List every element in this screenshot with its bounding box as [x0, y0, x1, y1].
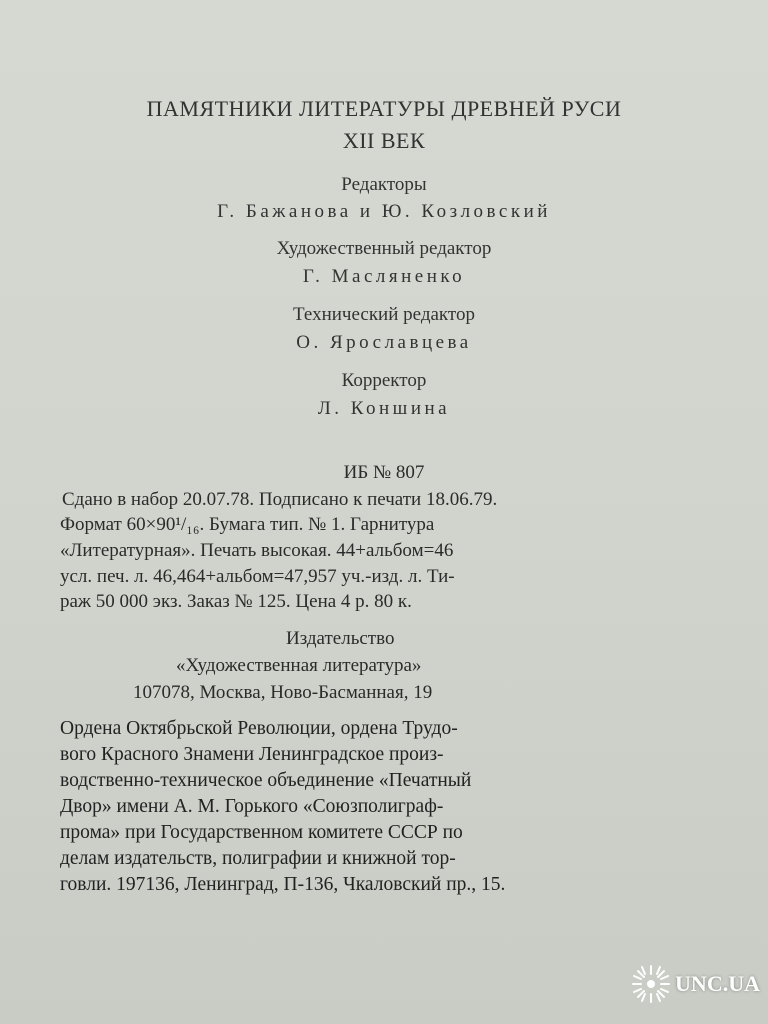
site-watermark [631, 964, 760, 1004]
print-details-line: Формат 60×90¹/₁₆. Бумага тип. № 1. Гарнитура [60, 514, 435, 535]
ib-number: ИБ № 807 [343, 462, 425, 483]
book-series-title: ПАМЯТНИКИ ЛИТЕРАТУРЫ ДРЕВНЕЙ РУСИ [146, 96, 622, 121]
printer-line: Ордена Октябрьской Революции, ордена Трудо- [60, 718, 458, 739]
publisher-address: 107078, Москва, Ново-Басманная, 19 [133, 682, 433, 703]
printer-line: Двор» имени А. М. Горького «Союзполиграф- [60, 796, 444, 817]
credit-role-art-editor: Художественный редактор [276, 238, 492, 259]
watermark-text: UNC.UA [675, 971, 760, 996]
print-details-line: Сдано в набор 20.07.78. Подписано к печати 18.06.79. [62, 489, 498, 510]
printer-line: делам издательств, полиграфии и книжной тор- [60, 848, 456, 869]
printer-line: вого Красного Знамени Ленинградское произ- [60, 744, 444, 765]
credit-name-tech-editor: О. Ярославцева [296, 332, 472, 353]
printer-line: говли. 197136, Ленинград, П-136, Чкаловский пр., 15. [60, 874, 506, 895]
credit-role-proofreader: Корректор [341, 370, 427, 391]
publisher-label: Издательство [286, 628, 395, 649]
book-century: XII ВЕК [342, 128, 426, 153]
credit-name-editors: Г. Бажанова и Ю. Козловский [217, 201, 551, 222]
credit-name-art-editor: Г. Масляненко [302, 266, 466, 287]
credit-role-editors: Редакторы [341, 174, 427, 195]
print-details-line: усл. печ. л. 46,464+альбом=47,957 уч.-изд. л. Ти- [60, 566, 455, 587]
credit-role-tech-editor: Технический редактор [293, 304, 475, 325]
publisher-name: «Художественная литература» [176, 655, 422, 676]
print-details-line: раж 50 000 экз. Заказ № 125. Цена 4 р. 80 к. [60, 591, 412, 612]
credit-name-proofreader: Л. Коншина [317, 398, 451, 419]
printer-line: водственно-техническое объединение «Печатный [60, 770, 472, 791]
sunburst-logo-icon [631, 964, 671, 1004]
printer-line: прома» при Государственном комитете СССР по [60, 822, 463, 843]
print-details-line: «Литературная». Печать высокая. 44+альбом=46 [60, 540, 454, 561]
